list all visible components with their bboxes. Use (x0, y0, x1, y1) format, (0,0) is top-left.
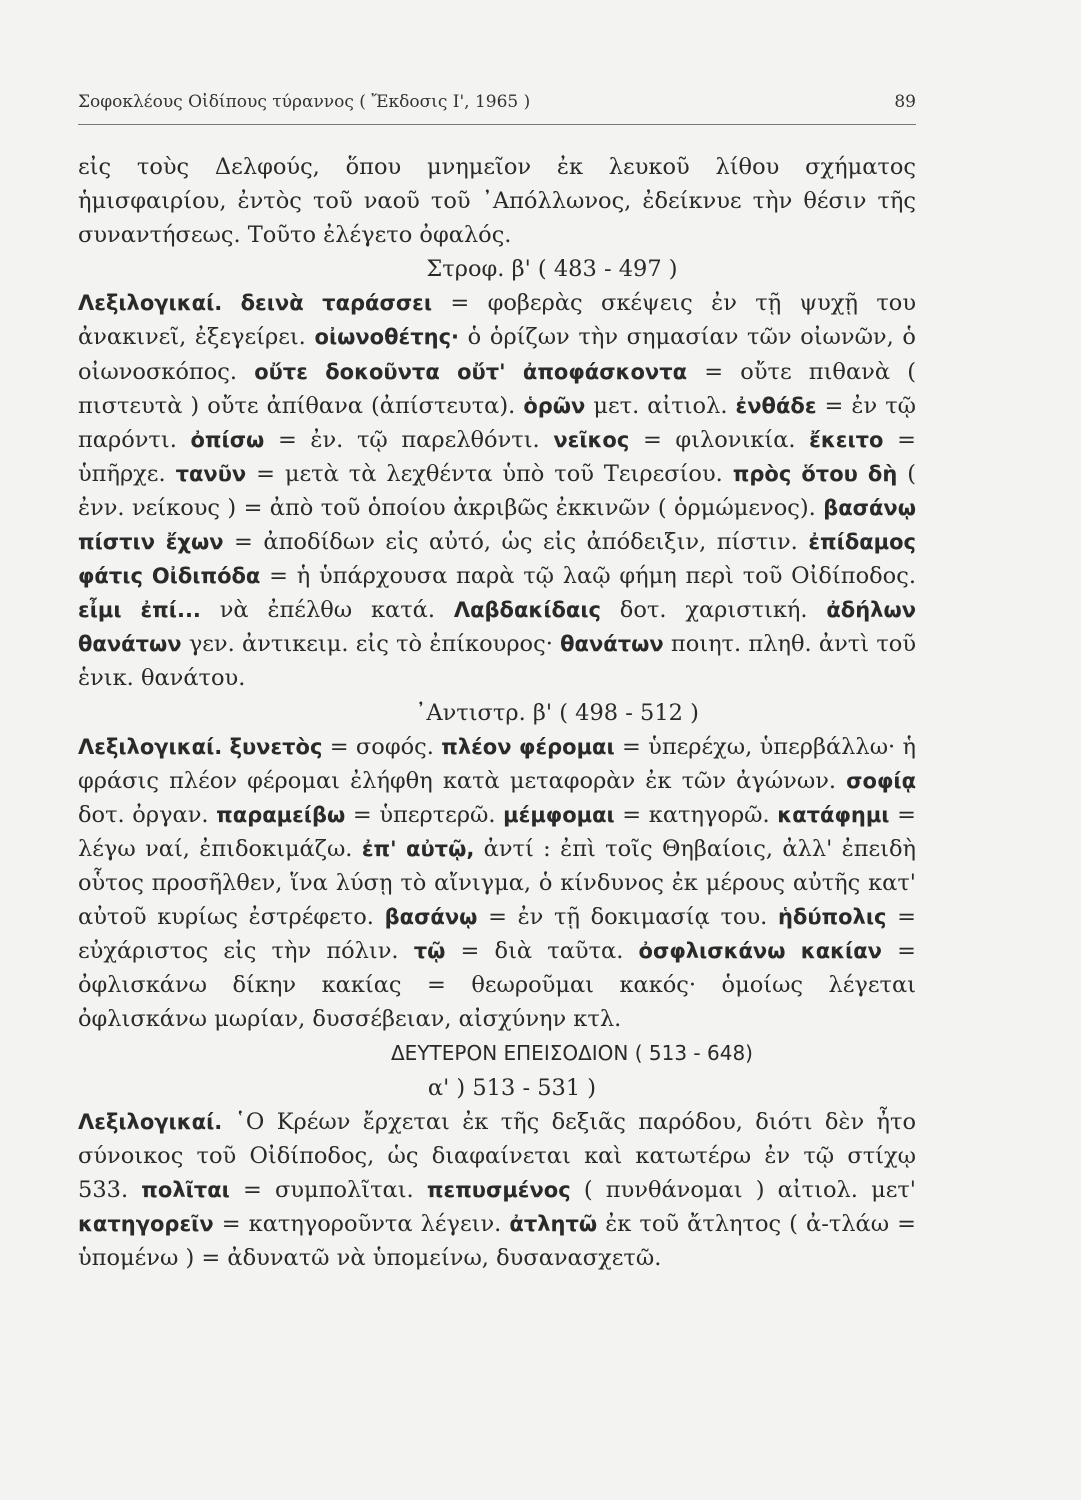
page-body (78, 150, 916, 1275)
lemma: ἀτλητῶ (509, 1211, 598, 1236)
strofe-heading: Στροφ. β' ( 483 - 497 ) (426, 256, 678, 283)
glossary-antistrofe: Λεξιλογικαί. ξυνετὸς = σοφός. πλέον φέρομαι = ὑπερέχω, ὑπερβάλλω· ἡ φράσις πλέον φέρομαι ἐλήφθη κατὰ μεταφορὰν ἐκ τῶν ἀγώνων. σοφίᾳ δοτ. ὀργαν. παραμείβω = ὑπερτερῶ. μέμφομαι = κατηγορῶ. κατάφημι = λέγω ναί, ἐπιδοκιμάζω. ἐπ' αὐτῷ, ἀντί : ἐπὶ τοῖς Θηβαίοις, ἀλλ' ἐπειδὴ οὗτος προσῆλθεν, ἵνα λύσῃ τὸ αἴνιγμα, ὁ κίνδυνος ἐκ μέρους αὐτῆς κατ' αὐτοῦ κυρίως ἐστρέφετο. βασάνῳ = ἐν τῇ δοκιμασίᾳ του. ἡδύπολις = εὐχάριστος εἰς τὴν πόλιν. τῷ = διὰ ταῦτα. ὀσφλισκάνω κακίαν = ὀφλισκάνω δίκην κακίας = θεωροῦμαι κακός· ὁμοίως λέγεται ὀφλισκάνω μωρίαν, δυσσέβειαν, αἰσχύνην κτλ. (78, 733, 917, 1033)
lemma: οὔτε δοκοῦντα οὔτ' ἀποφάσκοντα (254, 359, 688, 384)
paragraph-delphi: εἰς τοὺς Δελφούς, ὅπου μνημεῖον ἐκ λευκοῦ λίθου σχήματος ἡμισφαιρίου, ἐντὸς τοῦ ναοῦ τοῦ ᾿Απόλλωνος, ἐδείκνυε τὴν θέσιν τῆς συναντήσεως. Τοῦτο ἐλέγετο ὀφαλός. (78, 154, 916, 249)
lemma: πολῖται (141, 1177, 230, 1202)
episode-heading: ΔΕΥΤΕΡΟΝ ΕΠΕΙΣΟΔΙΟΝ ( 513 - 648) (391, 1041, 753, 1066)
lemma: οἰωνοθέτης· (314, 325, 460, 350)
lemma: βασάνῳ (384, 905, 478, 930)
lemma: σοφίᾳ (846, 768, 916, 793)
lemma: βασάνῳ πίστιν ἔχων (78, 495, 916, 555)
section-heading: α' ) 513 - 531 ) (427, 1074, 597, 1101)
lemma: πρὸς ὅτου δὴ (732, 461, 898, 486)
lemma: δεινὰ ταράσσει (240, 291, 433, 316)
header-rule (78, 124, 916, 125)
glossary-label: Λεξιλογικαί. (78, 734, 223, 759)
lemma: ἐπ' αὐτῷ, (361, 836, 475, 861)
lemma: ἡδύπολις (777, 905, 887, 930)
lemma: θανάτων (560, 632, 664, 657)
lemma: ἐπίδαμος φάτις Οἰδιπόδα (78, 530, 917, 589)
lemma: εἶμι ἐπί... (78, 598, 201, 623)
lemma: ἀδήλων θανάτων (78, 598, 917, 657)
lemma: κατάφημι (777, 802, 890, 827)
page-number: 89 (894, 92, 916, 112)
glossary-episode: Λεξιλογικαί. ῾Ο Κρέων ἔρχεται ἐκ τῆς δεξιᾶς παρόδου, διότι δὲν ἦτο σύνοικος τοῦ Οἰδίποδος, ὡς διαφαίνεται καὶ κατωτέρω ἐν τῷ στίχῳ 533. πολῖται = συμπολῖται. πεπυσμένος ( πυνθάνομαι ) αἰτιολ. μετ' κατηγορεῖν = κατηγοροῦντα λέγειν. ἀτλητῶ ἐκ τοῦ ἄτλητος ( ἀ-τλάω = ὑπομένω ) = ἀδυνατῶ νὰ ὑπομείνω, δυσανασχετῶ. (78, 1108, 916, 1271)
glossary-label: Λεξιλογικαί. (78, 291, 223, 316)
lemma: ὁρῶν (523, 393, 586, 418)
lemma: μέμφομαι (503, 802, 615, 827)
lemma: ὀσφλισκάνω κακίαν (638, 939, 882, 964)
antistrofe-heading: ᾿Αντιστρ. β' ( 498 - 512 ) (415, 699, 699, 726)
header-title: Σοφοκλέους Οἰδίπους τύραννος ( Ἔκδοσις Ι', 1965 ) (78, 92, 531, 112)
lemma: ξυνετὸς (229, 734, 323, 759)
lemma: τανῦν (175, 461, 247, 486)
lemma: κατηγορεῖν (78, 1211, 214, 1236)
glossary-label: Λεξιλογικαί. (78, 1109, 223, 1134)
lemma: πεπυσμένος (426, 1177, 571, 1202)
lemma: τῷ (413, 939, 446, 964)
lemma: Λαβδακίδαις (453, 598, 601, 623)
lemma: ἔκειτο (809, 427, 884, 452)
lemma: παραμείβω (216, 802, 346, 827)
lemma: ἐνθάδε (735, 393, 817, 418)
lemma: νεῖκος (553, 427, 630, 452)
lemma: πλέον φέρομαι (441, 734, 615, 759)
lemma: ὀπίσω (190, 427, 265, 452)
running-header (78, 92, 916, 112)
glossary-strofe: Λεξιλογικαί. δεινὰ ταράσσει = φοβερὰς σκέψεις ἐν τῇ ψυχῇ του ἀνακινεῖ, ἐξεγείρει. οἰωνοθέτης· ὁ ὁρίζων τὴν σημασίαν τῶν οἰωνῶν, ὁ οἰωνοσκόπος. οὔτε δοκοῦντα οὔτ' ἀποφάσκοντα = οὔτε πιθανὰ ( πιστευτὰ ) οὔτε ἀπίθανα (ἀπίστευτα). ὁρῶν μετ. αἰτιολ. ἐνθάδε = ἐν τῷ παρόντι. ὀπίσω = ἐν. τῷ παρελθόντι. νεῖκος = φιλονικία. ἔκειτο = ὑπῆρχε. τανῦν = μετὰ τὰ λεχθέντα ὑπὸ τοῦ Τειρεσίου. πρὸς ὅτου δὴ ( ἐνν. νείκους ) = ἀπὸ τοῦ ὁποίου ἀκριβῶς ἐκκινῶν ( ὁρμώμενος). βασάνῳ πίστιν ἔχων = ἀποδίδων εἰς αὐτό, ὡς εἰς ἀπόδειξιν, πίστιν. ἐπίδαμος φάτις Οἰδιπόδα = ἡ ὑπάρχουσα παρὰ τῷ λαῷ φήμη περὶ τοῦ Οἰδίποδος. εἶμι ἐπί... νὰ ἐπέλθω κατά. Λαβδακίδαις δοτ. χαριστική. ἀδήλων θανάτων γεν. ἀντικειμ. εἰς τὸ ἐπίκουρος· θανάτων ποιητ. πληθ. ἀντὶ τοῦ ἑνικ. θανάτου. (78, 290, 917, 692)
